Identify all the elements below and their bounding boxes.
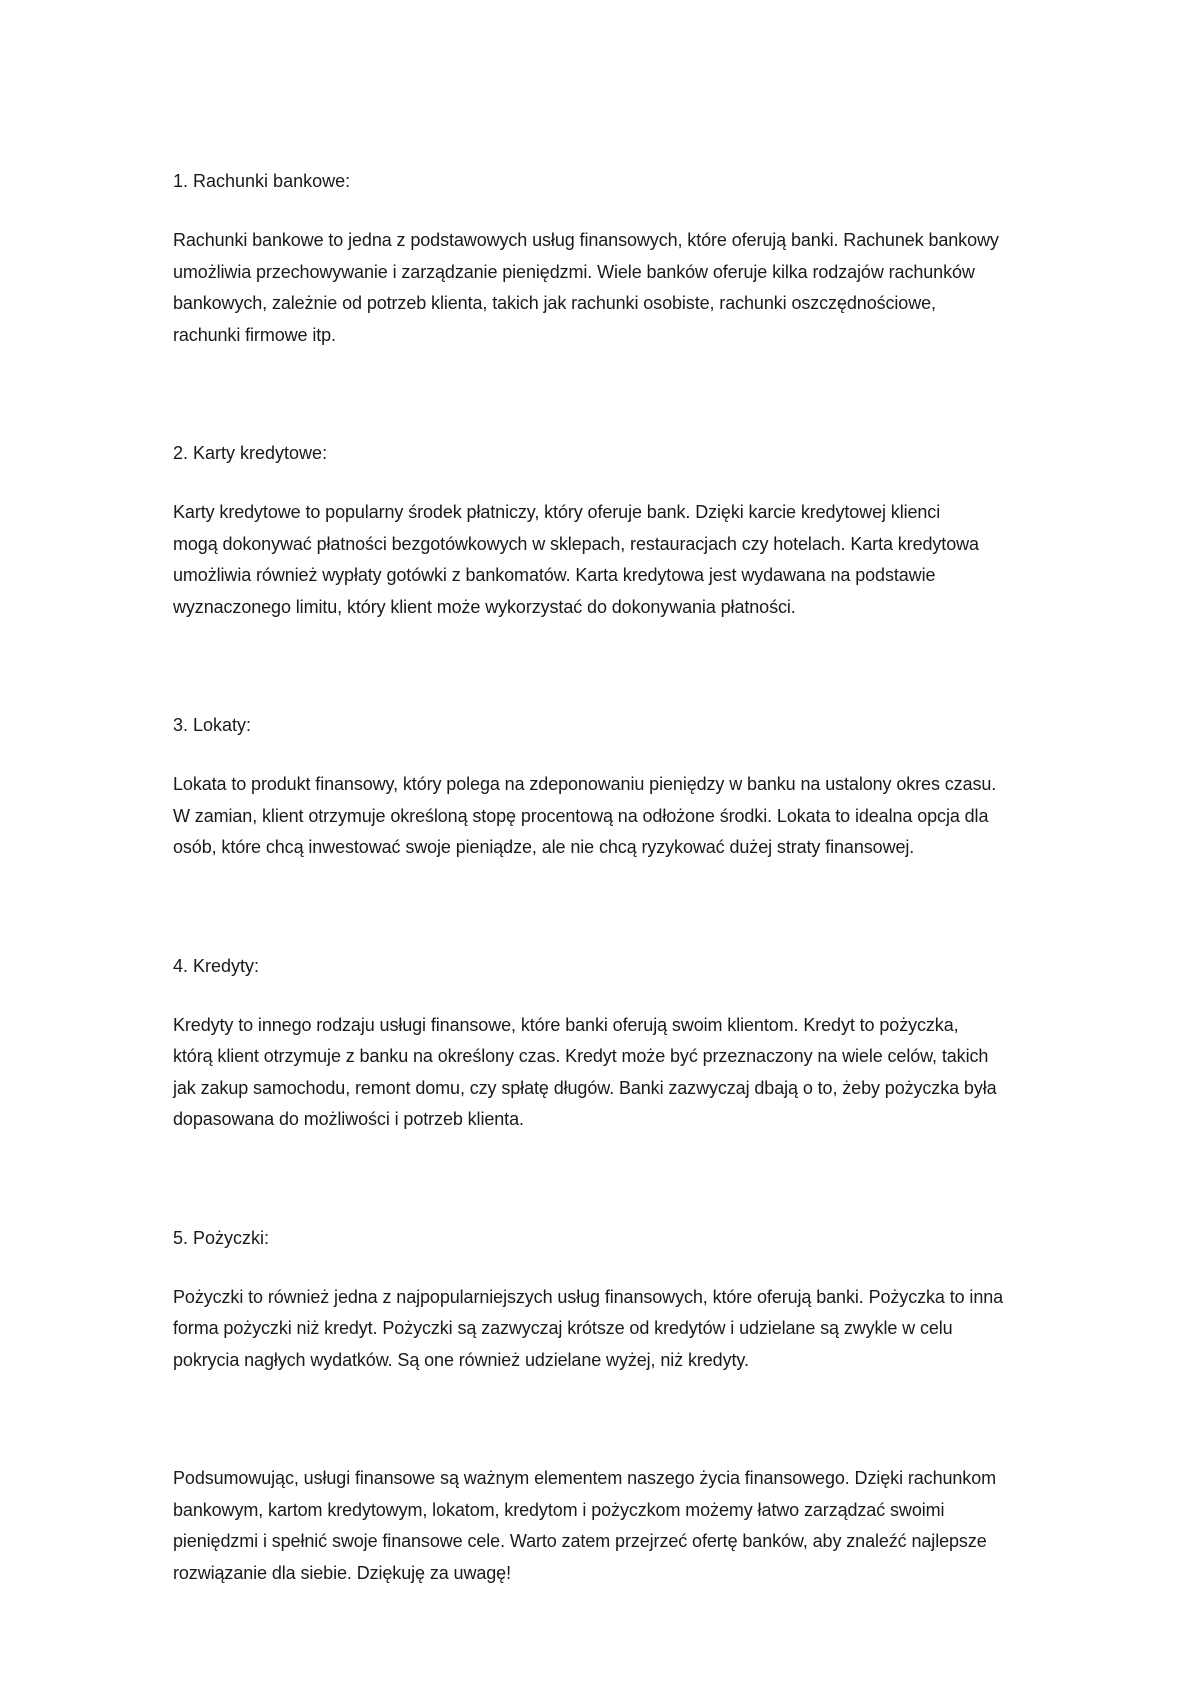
text-line: bankowych, zależnie od potrzeb klienta, takich jak rachunki osobiste, rachunki oszczędnościowe,: [173, 293, 936, 313]
document-body: [173, 166, 1133, 1589]
text-line: umożliwia również wypłaty gotówki z bankomatów. Karta kredytowa jest wydawana na podstawie: [173, 565, 936, 585]
text-line: osób, które chcą inwestować swoje pieniądze, ale nie chcą ryzykować dużej straty finansowej.: [173, 837, 915, 857]
text-line: rachunki firmowe itp.: [173, 324, 336, 345]
text-line: Pożyczki to również jedna z najpopularniejszych usług finansowych, które oferują banki. Pożyczka to inna: [173, 1286, 1004, 1307]
text-line: pieniędzmi i spełnić swoje finansowe cele. Warto zatem przejrzeć ofertę banków, aby znaleźć najlepsze: [173, 1531, 987, 1551]
text-line: Rachunki bankowe to jedna z podstawowych usług finansowych, które oferują banki. Rachunek bankowy: [173, 230, 999, 250]
text-line: umożliwia przechowywanie i zarządzanie pieniędzmi. Wiele banków oferuje kilka rodzajów rachunków: [173, 261, 975, 282]
summary-paragraph: [173, 1463, 1133, 1589]
text-line: W zamian, klient otrzymuje określoną stopę procentową na odłożone środki. Lokata to idealna opcja dla: [173, 805, 989, 826]
section-heading: 5. Pożyczki:: [173, 1227, 270, 1248]
text-line: którą klient otrzymuje z banku na określony czas. Kredyt może być przeznaczony na wiele celów, takich: [173, 1046, 989, 1066]
section-paragraph: [173, 497, 1133, 623]
text-line: jak zakup samochodu, remont domu, czy spłatę długów. Banki zazwyczaj dbają o to, żeby pożyczka była: [173, 1077, 997, 1098]
section-heading: 2. Karty kredytowe:: [173, 443, 328, 463]
text-line: wyznaczonego limitu, który klient może wykorzystać do dokonywania płatności.: [173, 596, 796, 617]
section-heading: 3. Lokaty:: [173, 715, 252, 735]
section-paragraph: [173, 1010, 1133, 1136]
text-line: mogą dokonywać płatności bezgotówkowych w sklepach, restauracjach czy hotelach. Karta kredytowa: [173, 533, 979, 554]
text-line: bankowym, kartom kredytowym, lokatom, kredytom i pożyczkom możemy łatwo zarządzać swoimi: [173, 1499, 945, 1520]
text-line: dopasowana do możliwości i potrzeb klienta.: [173, 1109, 524, 1129]
text-line: Lokata to produkt finansowy, który polega na zdeponowaniu pieniędzy w banku na ustalony okres czasu.: [173, 774, 997, 794]
section-paragraph: [173, 225, 1133, 351]
text-line: rozwiązanie dla siebie. Dziękuję za uwagę!: [173, 1562, 511, 1583]
section-heading: 1. Rachunki bankowe:: [173, 171, 351, 191]
text-line: forma pożyczki niż kredyt. Pożyczki są zazwyczaj krótsze od kredytów i udzielane są zwykle w celu: [173, 1318, 953, 1338]
text-line: Kredyty to innego rodzaju usługi finansowe, które banki oferują swoim klientom. Kredyt to pożyczka,: [173, 1014, 959, 1035]
section-paragraph: [173, 1282, 1133, 1377]
text-line: Podsumowując, usługi finansowe są ważnym elementem naszego życia finansowego. Dzięki rachunkom: [173, 1468, 997, 1488]
section-paragraph: [173, 769, 1133, 864]
section-heading: 4. Kredyty:: [173, 955, 260, 976]
text-line: pokrycia nagłych wydatków. Są one również udzielane wyżej, niż kredyty.: [173, 1349, 749, 1370]
text-line: Karty kredytowe to popularny środek płatniczy, który oferuje bank. Dzięki karcie kredytowej klienci: [173, 502, 941, 522]
